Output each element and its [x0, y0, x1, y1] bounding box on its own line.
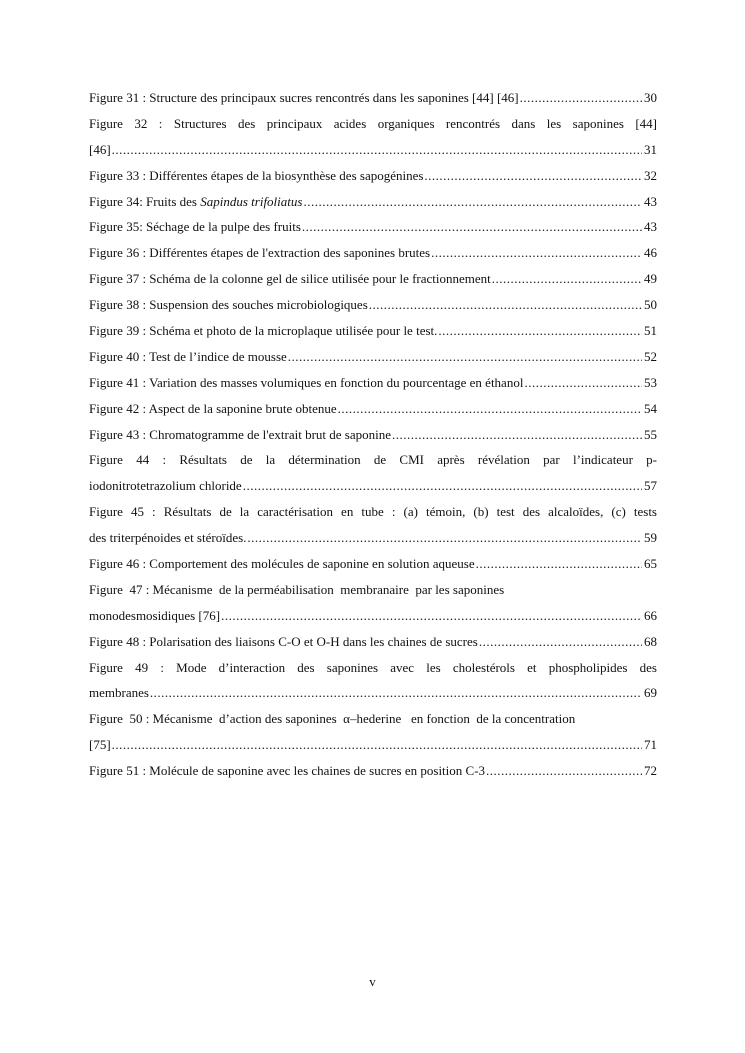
toc-entry[interactable]: [89, 399, 657, 425]
toc-entry-line-2[interactable]: [89, 735, 657, 761]
dot-leader: [438, 321, 642, 341]
toc-entry[interactable]: [89, 192, 657, 218]
dot-leader: [424, 166, 642, 186]
dot-leader: [303, 192, 642, 212]
toc-entry-title: Figure 45 : Résultats de la caractérisation en tube : (a) témoin, (b) test des alcaloïdes, (c) tests: [89, 504, 657, 520]
toc-entry-page: 59: [644, 530, 657, 546]
dot-leader: [479, 632, 642, 652]
toc-entry-page: 71: [644, 737, 657, 753]
toc-entry-line-1[interactable]: [89, 450, 657, 476]
toc-entry[interactable]: [89, 243, 657, 269]
toc-entry-line-2[interactable]: [89, 683, 657, 709]
toc-entry-page: 49: [644, 271, 657, 287]
toc-entry-page: 46: [644, 245, 657, 261]
toc-entry-title: Figure 35: Séchage de la pulpe des fruits: [89, 219, 301, 235]
dot-leader: [486, 761, 642, 781]
toc-entry[interactable]: [89, 554, 657, 580]
toc-entry-line-2[interactable]: [89, 528, 657, 554]
dot-leader: [524, 373, 642, 393]
toc-entry-title: [89, 192, 302, 212]
dot-leader: [369, 295, 642, 315]
toc-entry-line-1[interactable]: [89, 502, 657, 528]
toc-entry-line-1[interactable]: [89, 580, 657, 606]
toc-entry-title: Figure 42 : Aspect de la saponine brute obtenue: [89, 400, 337, 416]
toc-entry[interactable]: [89, 632, 657, 658]
toc-entry[interactable]: [89, 88, 657, 114]
toc-entry-line-1[interactable]: [89, 114, 657, 140]
toc-entry-title-cont: [75]: [89, 737, 111, 753]
toc-entry-title: Figure 37 : Schéma de la colonne gel de silice utilisée pour le fractionnement: [89, 271, 491, 287]
toc-entry-page: 50: [644, 297, 657, 313]
toc-entry-title: Figure 31 : Structure des principaux sucres rencontrés dans les saponines [44] [46]: [89, 90, 519, 105]
list-of-figures: [89, 88, 657, 787]
toc-entry-page: 52: [644, 348, 657, 364]
toc-entry-page: 72: [644, 763, 657, 779]
toc-entry[interactable]: [89, 166, 657, 192]
dot-leader: [392, 425, 642, 445]
toc-entry-title: Figure 38 : Suspension des souches microbiologiques: [89, 297, 368, 313]
toc-entry-title: Figure 44 : Résultats de la détermination de CMI après révélation par l’indicateur p-: [89, 452, 657, 468]
dot-leader: [112, 140, 642, 160]
toc-entry-page: 43: [644, 193, 657, 209]
toc-entry-title-prefix: Figure 34: Fruits des: [89, 193, 201, 209]
toc-entry-page: 30: [644, 90, 657, 105]
toc-entry-page: 31: [644, 141, 657, 157]
toc-entry-title: Figure 39 : Schéma et photo de la microplaque utilisée pour le test.: [89, 323, 438, 339]
toc-entry[interactable]: [89, 217, 657, 243]
toc-entry-title: Figure 50 : Mécanisme d’action des saponines α–hederine en fonction de la concentration: [89, 711, 576, 727]
dot-leader: [247, 528, 642, 548]
toc-entry-page: 69: [644, 685, 657, 701]
toc-entry[interactable]: [89, 295, 657, 321]
toc-entry-title-cont: monodesmosidiques [76]: [89, 607, 221, 623]
toc-entry-line-2[interactable]: [89, 606, 657, 632]
dot-leader: [288, 347, 642, 367]
toc-entry-title: Figure 47 : Mécanisme de la perméabilisation membranaire par les saponines: [89, 581, 505, 597]
toc-entry-page: 55: [644, 426, 657, 442]
toc-entry[interactable]: [89, 347, 657, 373]
toc-entry-title: Figure 40 : Test de l’indice de mousse: [89, 348, 287, 364]
toc-entry-title: Figure 32 : Structures des principaux acides organiques rencontrés dans les saponines [44]: [89, 115, 657, 131]
toc-entry-title: Figure 43 : Chromatogramme de l'extrait brut de saponine: [89, 426, 391, 442]
dot-leader: [112, 735, 642, 755]
dot-leader: [476, 554, 642, 574]
toc-entry-line-2[interactable]: [89, 476, 657, 502]
toc-entry-page: 66: [644, 607, 657, 623]
dot-leader: [221, 606, 642, 626]
toc-entry-title: Figure 51 : Molécule de saponine avec les chaines de sucres en position C-3: [89, 763, 486, 779]
toc-entry-title: Figure 48 : Polarisation des liaisons C-O et O-H dans les chaines de sucres: [89, 633, 478, 649]
toc-entry[interactable]: [89, 269, 657, 295]
toc-entry[interactable]: [89, 425, 657, 451]
species-name: Sapindus trifoliatus: [200, 193, 303, 209]
toc-entry-line-2[interactable]: [89, 140, 657, 166]
dot-leader: [302, 217, 642, 237]
dot-leader: [243, 476, 642, 496]
dot-leader: [150, 683, 642, 703]
dot-leader: [338, 399, 642, 419]
toc-entry-title: Figure 41 : Variation des masses volumiques en fonction du pourcentage en éthanol: [89, 374, 524, 390]
toc-entry-title: Figure 33 : Différentes étapes de la biosynthèse des sapogénines: [89, 167, 424, 183]
dot-leader: [520, 88, 642, 108]
toc-entry-page: 65: [644, 556, 657, 572]
toc-entry-title: Figure 46 : Comportement des molécules de saponine en solution aqueuse: [89, 556, 475, 572]
toc-entry-page: 53: [644, 374, 657, 390]
toc-entry-title-cont: [46]: [89, 141, 111, 157]
toc-entry-page: 54: [644, 400, 657, 416]
toc-entry-page: 57: [644, 478, 657, 494]
toc-entry-page: 43: [644, 219, 657, 235]
toc-entry-page: 68: [644, 633, 657, 649]
toc-entry-title-cont: des triterpénoides et stéroïdes.: [89, 530, 247, 546]
toc-entry[interactable]: [89, 321, 657, 347]
toc-entry-page: 51: [644, 323, 657, 339]
toc-entry[interactable]: [89, 761, 657, 787]
page-number: v: [369, 974, 376, 989]
toc-entry-line-1[interactable]: [89, 709, 657, 735]
toc-entry-page: 32: [644, 167, 657, 183]
dot-leader: [492, 269, 642, 289]
toc-entry-title-cont: iodonitrotetrazolium chloride: [89, 478, 242, 494]
toc-entry-title: Figure 49 : Mode d’interaction des saponines avec les cholestérols et phospholipides des: [89, 659, 657, 675]
toc-entry-line-1[interactable]: [89, 658, 657, 684]
toc-entry[interactable]: [89, 373, 657, 399]
toc-entry-title: Figure 36 : Différentes étapes de l'extraction des saponines brutes: [89, 245, 431, 261]
dot-leader: [431, 243, 642, 263]
toc-entry-title-cont: membranes: [89, 685, 149, 701]
